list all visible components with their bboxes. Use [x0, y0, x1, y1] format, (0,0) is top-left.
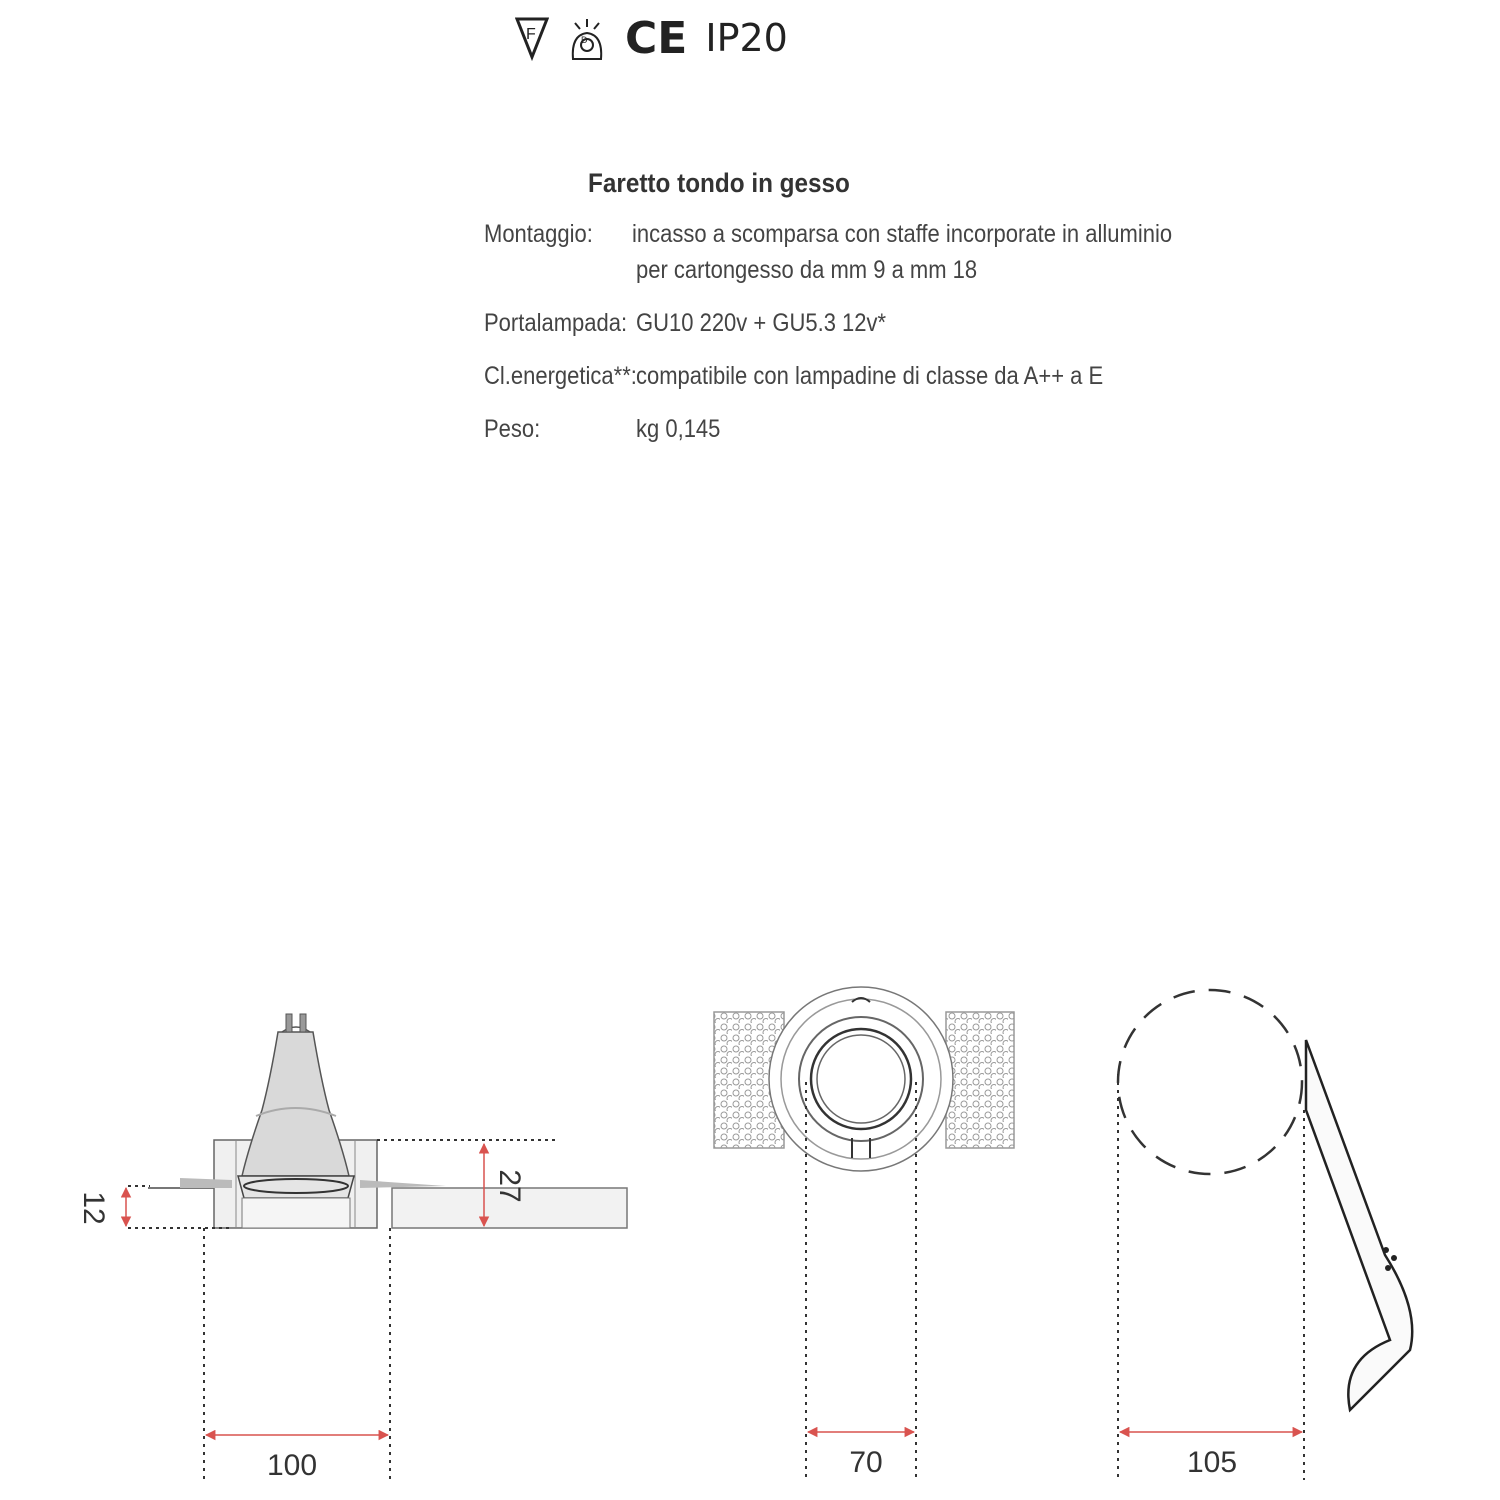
- spec-value: incasso a scomparsa con staffe incorporate in alluminio: [632, 220, 1173, 248]
- dim-side-12: 12: [77, 1191, 110, 1225]
- side-view: [77, 1014, 627, 1482]
- ce-mark-icon: CE: [625, 12, 688, 64]
- spec-label: Montaggio:: [484, 220, 593, 248]
- svg-text:D: D: [581, 35, 588, 45]
- front-view: [714, 987, 1014, 1479]
- cutout-view: [1118, 990, 1412, 1480]
- dim-side-100: 100: [266, 1449, 318, 1482]
- spec-value-cont: per cartongesso da mm 9 a mm 18: [636, 256, 978, 284]
- svg-text:F: F: [526, 26, 536, 43]
- spec-value: kg 0,145: [636, 415, 721, 443]
- dim-cutout-105: 105: [1186, 1446, 1238, 1479]
- dim-side-27: 27: [493, 1169, 526, 1203]
- spec-value: GU10 220v + GU5.3 12v*: [636, 309, 887, 337]
- spec-label: Portalampada:: [484, 309, 628, 337]
- product-title: Faretto tondo in gesso: [588, 168, 850, 198]
- ip-rating: IP20: [705, 16, 788, 60]
- spec-value: compatibile con lampadine di classe da A++ a E: [636, 362, 1104, 390]
- spec-label: Cl.energetica**:: [484, 362, 637, 390]
- dim-front-70: 70: [849, 1446, 883, 1479]
- spec-label: Peso:: [484, 415, 541, 443]
